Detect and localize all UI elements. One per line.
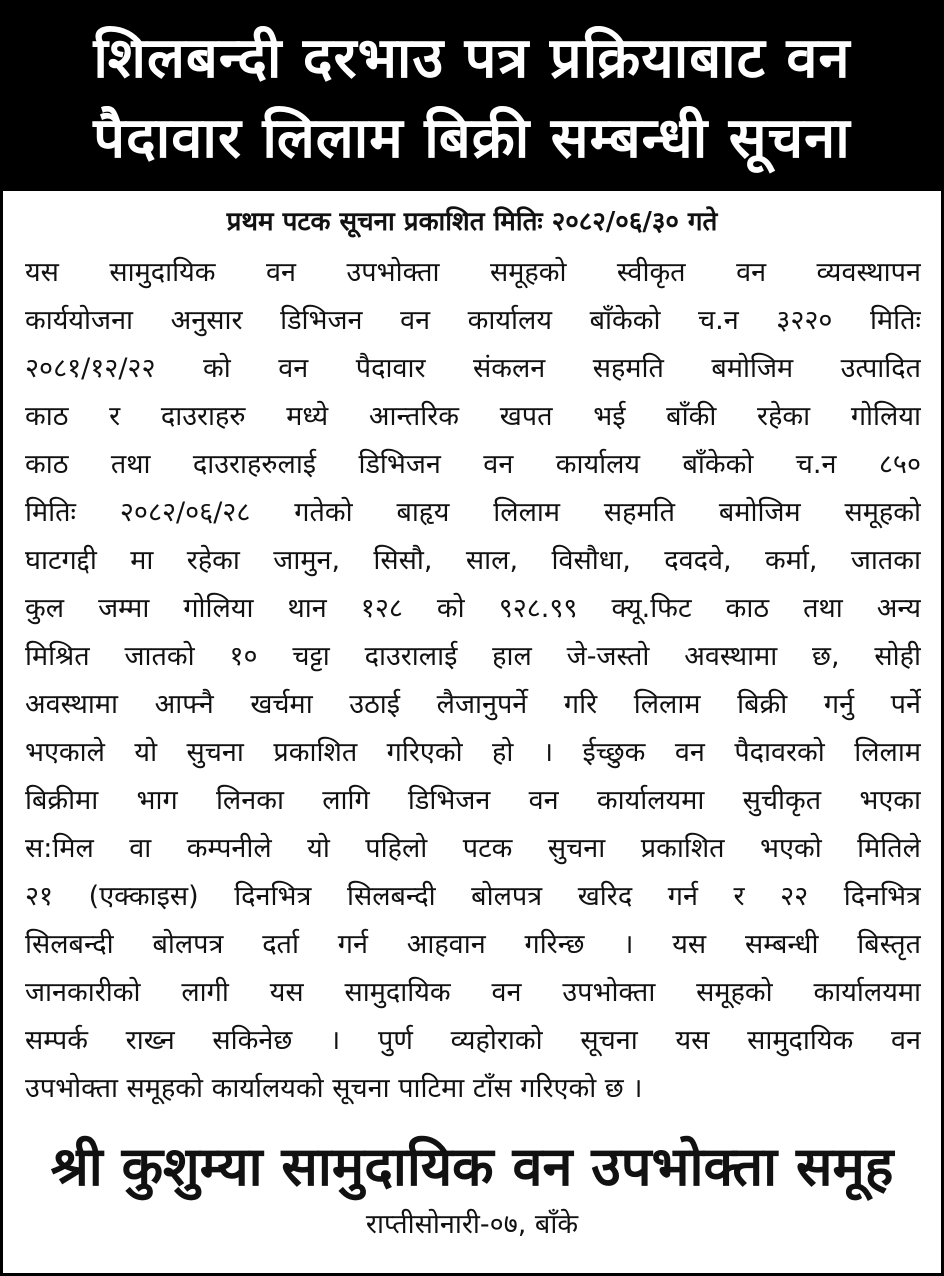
body-line: स:मिल वा कम्पनीले यो पहिलो पटक सुचना प्रकाशित भएको मितिले (25, 833, 921, 864)
body-line: जानकारीको लागी यस सामुदायिक वन उपभोक्ता समूहको कार्यालयमा (25, 977, 921, 1008)
notice-title-line-2: पैदावार लिलाम बिक्री सम्बन्धी सूचना (93, 106, 851, 171)
body-line: सिलबन्दी बोलपत्र दर्ता गर्न आहवान गरिन्छ । यस सम्बन्धी बिस्तृत (25, 929, 921, 960)
body-line: मितिः २०८२/०६/२८ गतेको बाहृय लिलाम सहमति बमोजिम समूहको (25, 497, 921, 528)
body-line: २०८१/१२/२२ को वन पैदावार संकलन सहमति बमोजिम उत्पादित (25, 353, 921, 384)
body-line: मिश्रित जातको १० चट्टा दाउरालाई हाल जे-जस्तो अवस्थामा छ, सोही (25, 641, 921, 672)
body-line: कुल जम्मा गोलिया थान १२८ को ९२८.९९ क्यू.फिट काठ तथा अन्य (25, 593, 921, 624)
body-line: काठ र दाउराहरु मध्ये आन्तरिक खपत भई बाँकी रहेका गोलिया (25, 401, 921, 432)
body-line: भएकाले यो सुचना प्रकाशित गरिएको हो । ईच्छुक वन पैदावरको लिलाम (25, 737, 921, 768)
body-line: अवस्थामा आफ्नै खर्चमा उठाई लैजानुपर्ने गरि लिलाम बिक्री गर्नु पर्ने (25, 689, 921, 720)
body-line: बिक्रीमा भाग लिनका लागि डिभिजन वन कार्यालयमा सुचीकृत भएका (25, 785, 921, 816)
body-line: उपभोक्ता समूहको कार्यालयको सूचना पाटिमा टाँस गरिएको छ । (25, 1073, 643, 1104)
notice-body (25, 249, 921, 1113)
notice-title-banner (3, 3, 941, 191)
body-line: सम्पर्क राख्न सकिनेछ । पुर्ण व्यहोराको सूचना यस सामुदायिक वन (25, 1025, 921, 1056)
organization-address: राप्तीसोनारी-०७, बाँके (365, 1209, 579, 1240)
body-line: काठ तथा दाउराहरुलाई डिभिजन वन कार्यालय बाँकेको च.न ८५० (25, 449, 921, 480)
notice-title-line-1: शिलबन्दी दरभाउ पत्र प्रक्रियाबाट वन (93, 26, 851, 91)
publication-date: प्रथम पटक सूचना प्रकाशित मितिः २०८२/०६/३० गते (226, 207, 718, 237)
body-line: कार्ययोजना अनुसार डिभिजन वन कार्यालय बाँकेको च.न ३२२० मितिः (25, 305, 921, 336)
body-line: २१ (एक्काइस) दिनभित्र सिलबन्दी बोलपत्र खरिद गर्न र २२ दिनभित्र (25, 881, 921, 912)
body-line: यस सामुदायिक वन उपभोक्ता समूहको स्वीकृत वन व्यवस्थापन (25, 257, 921, 288)
body-line: घाटगद्दी मा रहेका जामुन, सिसौ, साल, विसौधा, दवदवे, कर्मा, जातका (25, 545, 921, 576)
organization-name: श्री कुशुम्या सामुदायिक वन उपभोक्ता समूह (50, 1135, 894, 1198)
